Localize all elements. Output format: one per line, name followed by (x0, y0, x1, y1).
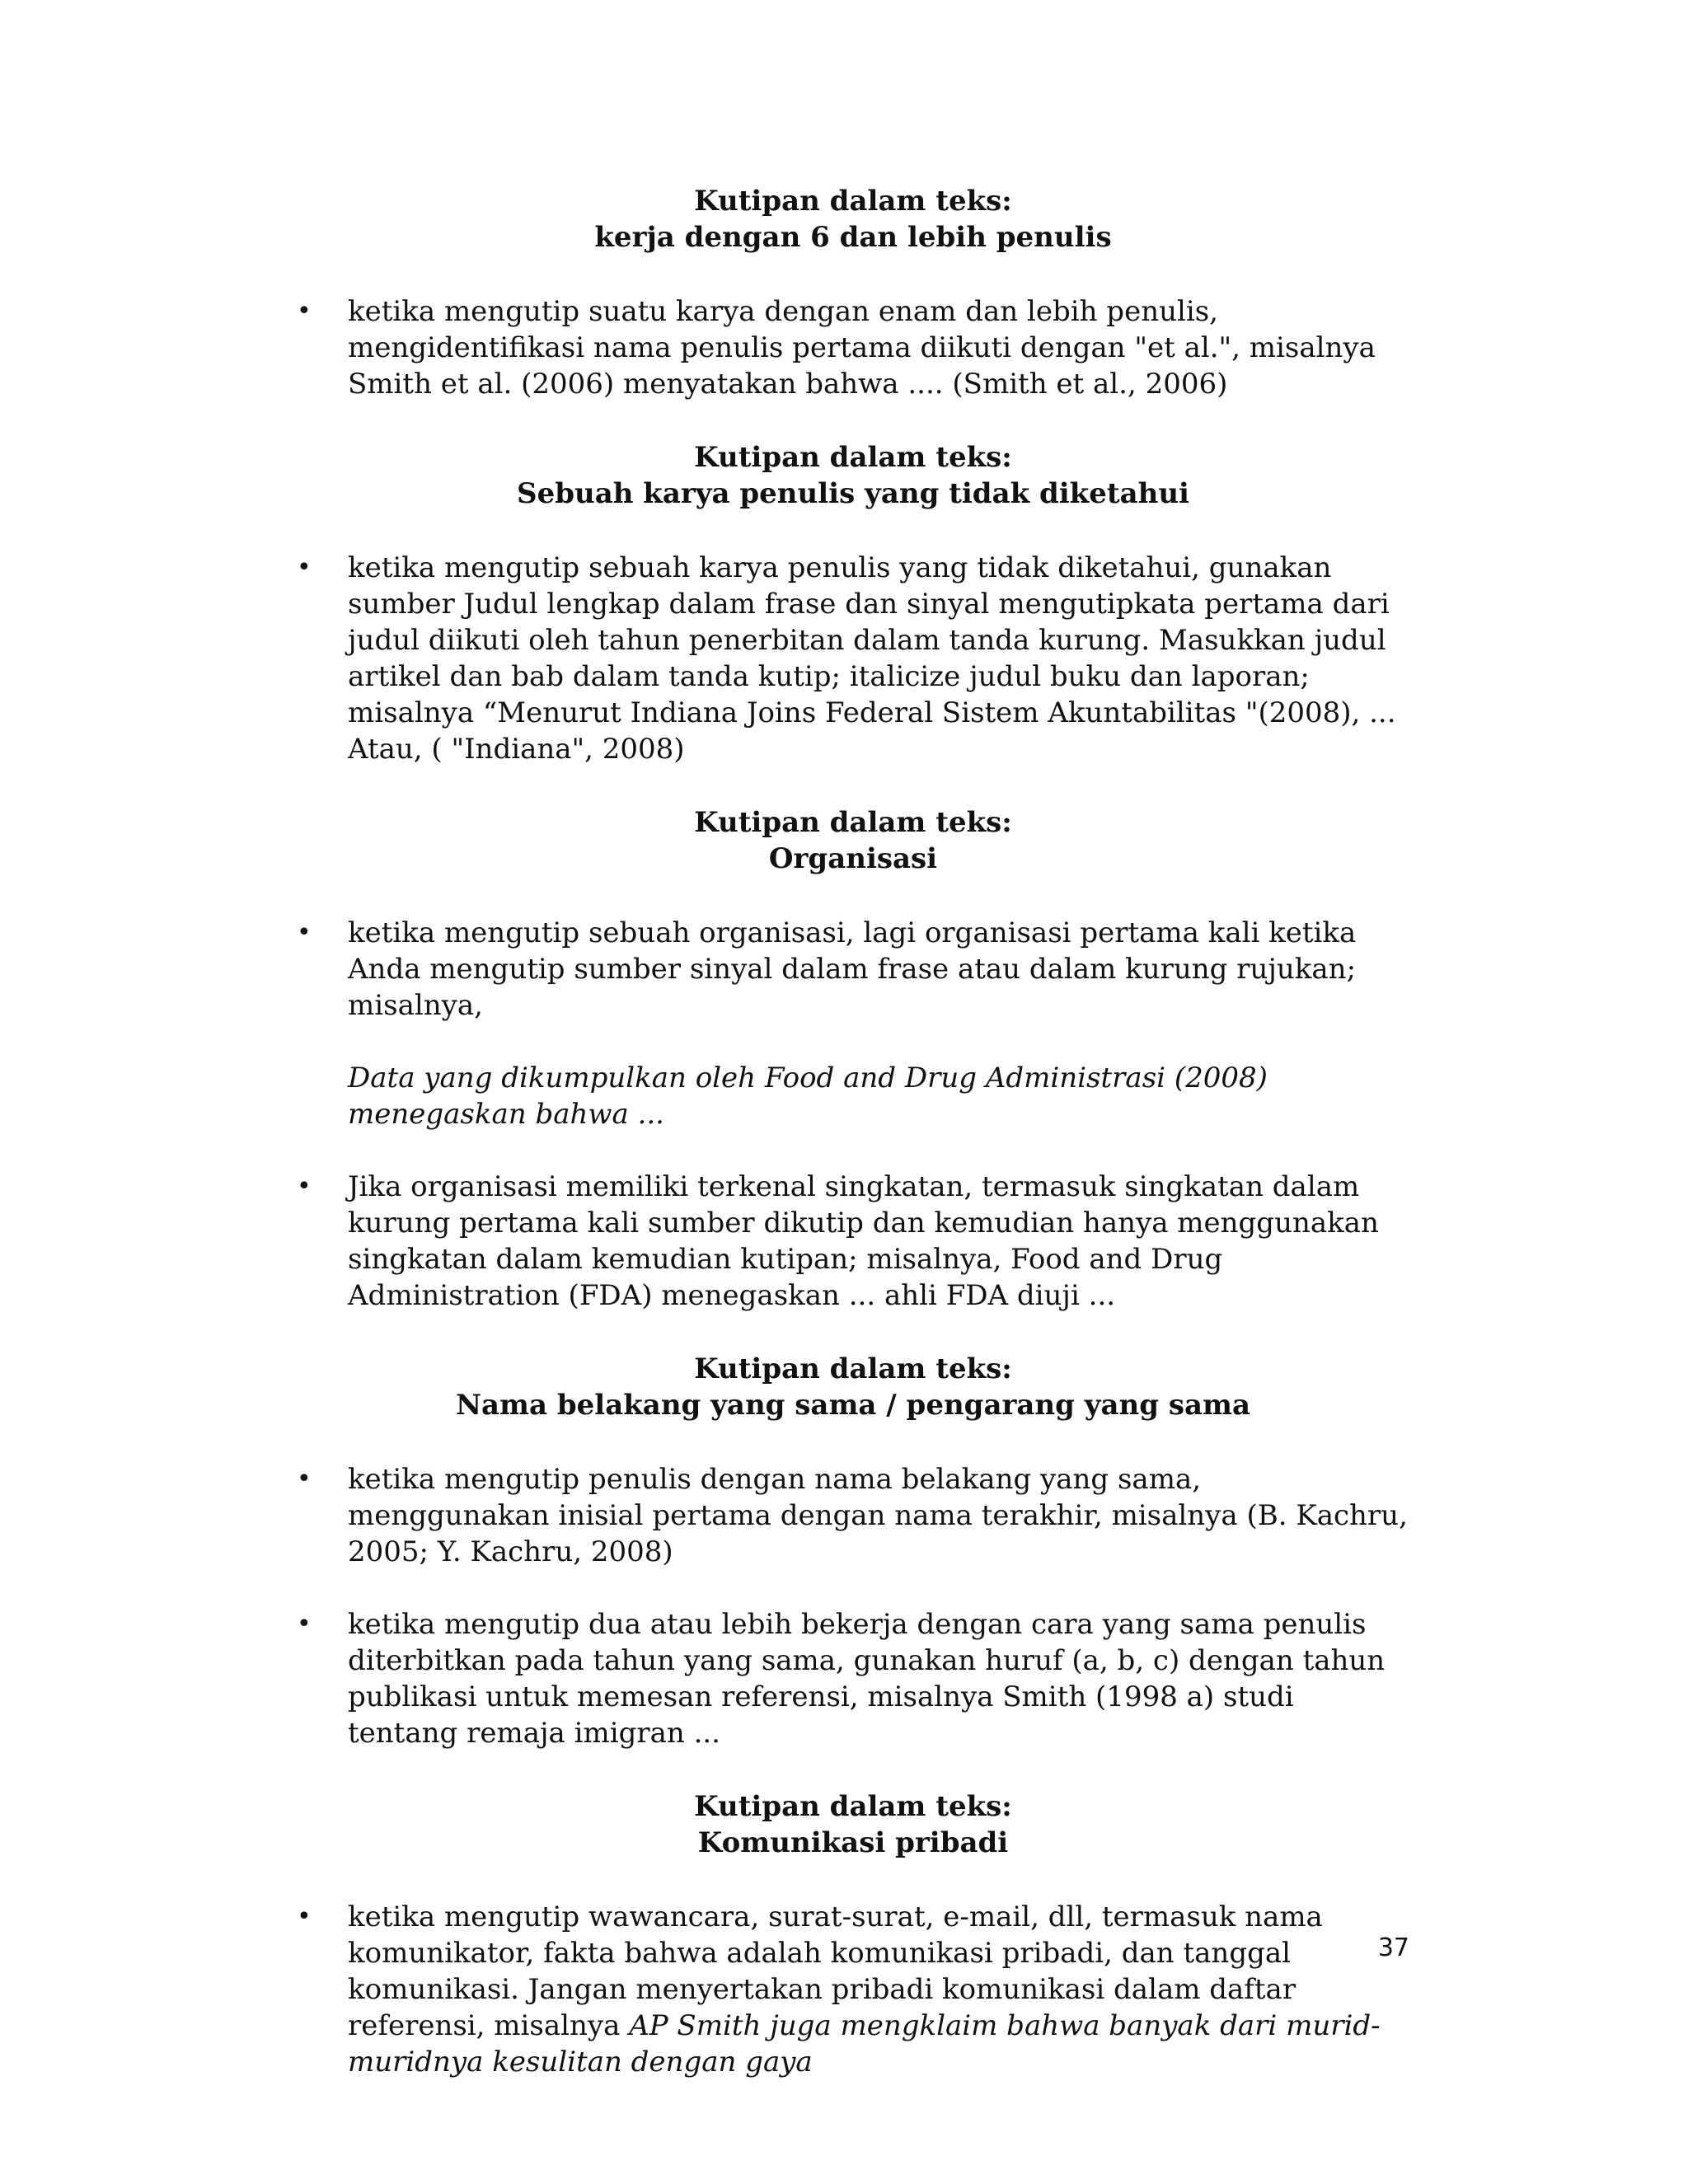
heading-line-1: Kutipan dalam teks: (694, 806, 1012, 839)
heading-line-2: kerja dengan 6 dan lebih penulis (594, 221, 1112, 254)
list-item-text-italic: AP Smith juga mengklaim bahwa banyak dari murid-muridnya kesulitan dengan gaya (348, 2009, 1381, 2079)
list-item (297, 1169, 1409, 1314)
page-number: 37 (1377, 1933, 1409, 1962)
list-item (297, 1606, 1409, 1751)
list-item-text: ketika mengutip dua atau lebih bekerja dengan cara yang sama penulis diterbitkan pada tahun yang sama, gunakan huruf (a, b, c) dengan tahun publikasi untuk memesan referensi, misalnya Smith (1998 a) studi tentang remaja imigran ... (348, 1608, 1386, 1750)
list-item-text: ketika mengutip sebuah karya penulis yang tidak diketahui, gunakan sumber Judul lengkap dalam frase dan sinyal mengutipkata pertama dari judul diikuti oleh tahun penerbitan dalam tanda kurung. Masukkan judul artikel dan bab dalam tanda kutip; italicize judul buku dan laporan; misalnya “Menurut Indiana Joins Federal Sistem Akuntabilitas "(2008), ... Atau, ( "Indiana", 2008) (348, 551, 1396, 766)
section-heading (297, 439, 1409, 512)
page-content (297, 183, 1409, 2080)
list-item-text-plain: ketika mengutip wawancara, surat-surat, e-mail, dll, termasuk nama komunikator, fakta bahwa adalah komunikasi pribadi, dan tanggal komunikasi. Jangan menyertakan pribadi komunikasi dalam daftar referensi, misalnya (348, 1900, 1323, 2042)
list-item-text: ketika mengutip suatu karya dengan enam dan lebih penulis, mengidentifikasi nama penulis pertama diikuti dengan "et al.", misalnya Smith et al. (2006) menyatakan bahwa .... (Smith et al., 2006) (348, 295, 1376, 401)
section-heading (297, 1788, 1409, 1861)
heading-line-2: Sebuah karya penulis yang tidak diketahui (517, 477, 1189, 510)
bullet-icon: • (297, 1465, 312, 1493)
list-item-text: ketika mengutip penulis dengan nama belakang yang sama, menggunakan inisial pertama dengan nama terakhir, misalnya (B. Kachru, 2005; Y. Kachru, 2008) (348, 1463, 1408, 1568)
bullet-icon: • (297, 1902, 312, 1931)
section-heading (297, 183, 1409, 255)
heading-line-2: Nama belakang yang sama / pengarang yang sama (455, 1389, 1251, 1422)
heading-line-1: Kutipan dalam teks: (694, 1790, 1012, 1823)
bullet-icon: • (297, 918, 312, 947)
heading-line-2: Komunikasi pribadi (697, 1826, 1009, 1859)
bullet-icon: • (297, 553, 312, 582)
heading-line-2: Organisasi (768, 842, 938, 875)
heading-line-1: Kutipan dalam teks: (694, 1352, 1012, 1385)
list-item (297, 1899, 1409, 2080)
bullet-icon: • (297, 1610, 312, 1638)
list-item-text: Jika organisasi memiliki terkenal singkatan, termasuk singkatan dalam kurung pertama kali sumber dikutip dan kemudian hanya menggunakan singkatan dalam kemudian kutipan; misalnya, Food and Drug Administration (FDA) menegaskan ... ahli FDA diuji ... (348, 1170, 1379, 1312)
list-item-text: ketika mengutip sebuah organisasi, lagi organisasi pertama kali ketika Anda mengutip sumber sinyal dalam frase atau dalam kurung rujukan; misalnya, (348, 916, 1357, 1022)
heading-line-1: Kutipan dalam teks: (694, 441, 1012, 474)
list-item (297, 1461, 1409, 1570)
list-item (297, 915, 1409, 1024)
italic-example: Data yang dikumpulkan oleh Food and Drug Administrasi (2008) menegaskan bahwa ... (348, 1062, 1268, 1131)
section-heading (297, 804, 1409, 877)
list-item (297, 293, 1409, 402)
heading-line-1: Kutipan dalam teks: (694, 185, 1012, 218)
list-item (297, 550, 1409, 767)
list-item-text (348, 1899, 1409, 2080)
bullet-icon: • (297, 297, 312, 326)
bullet-icon: • (297, 1172, 312, 1201)
section-heading (297, 1351, 1409, 1423)
